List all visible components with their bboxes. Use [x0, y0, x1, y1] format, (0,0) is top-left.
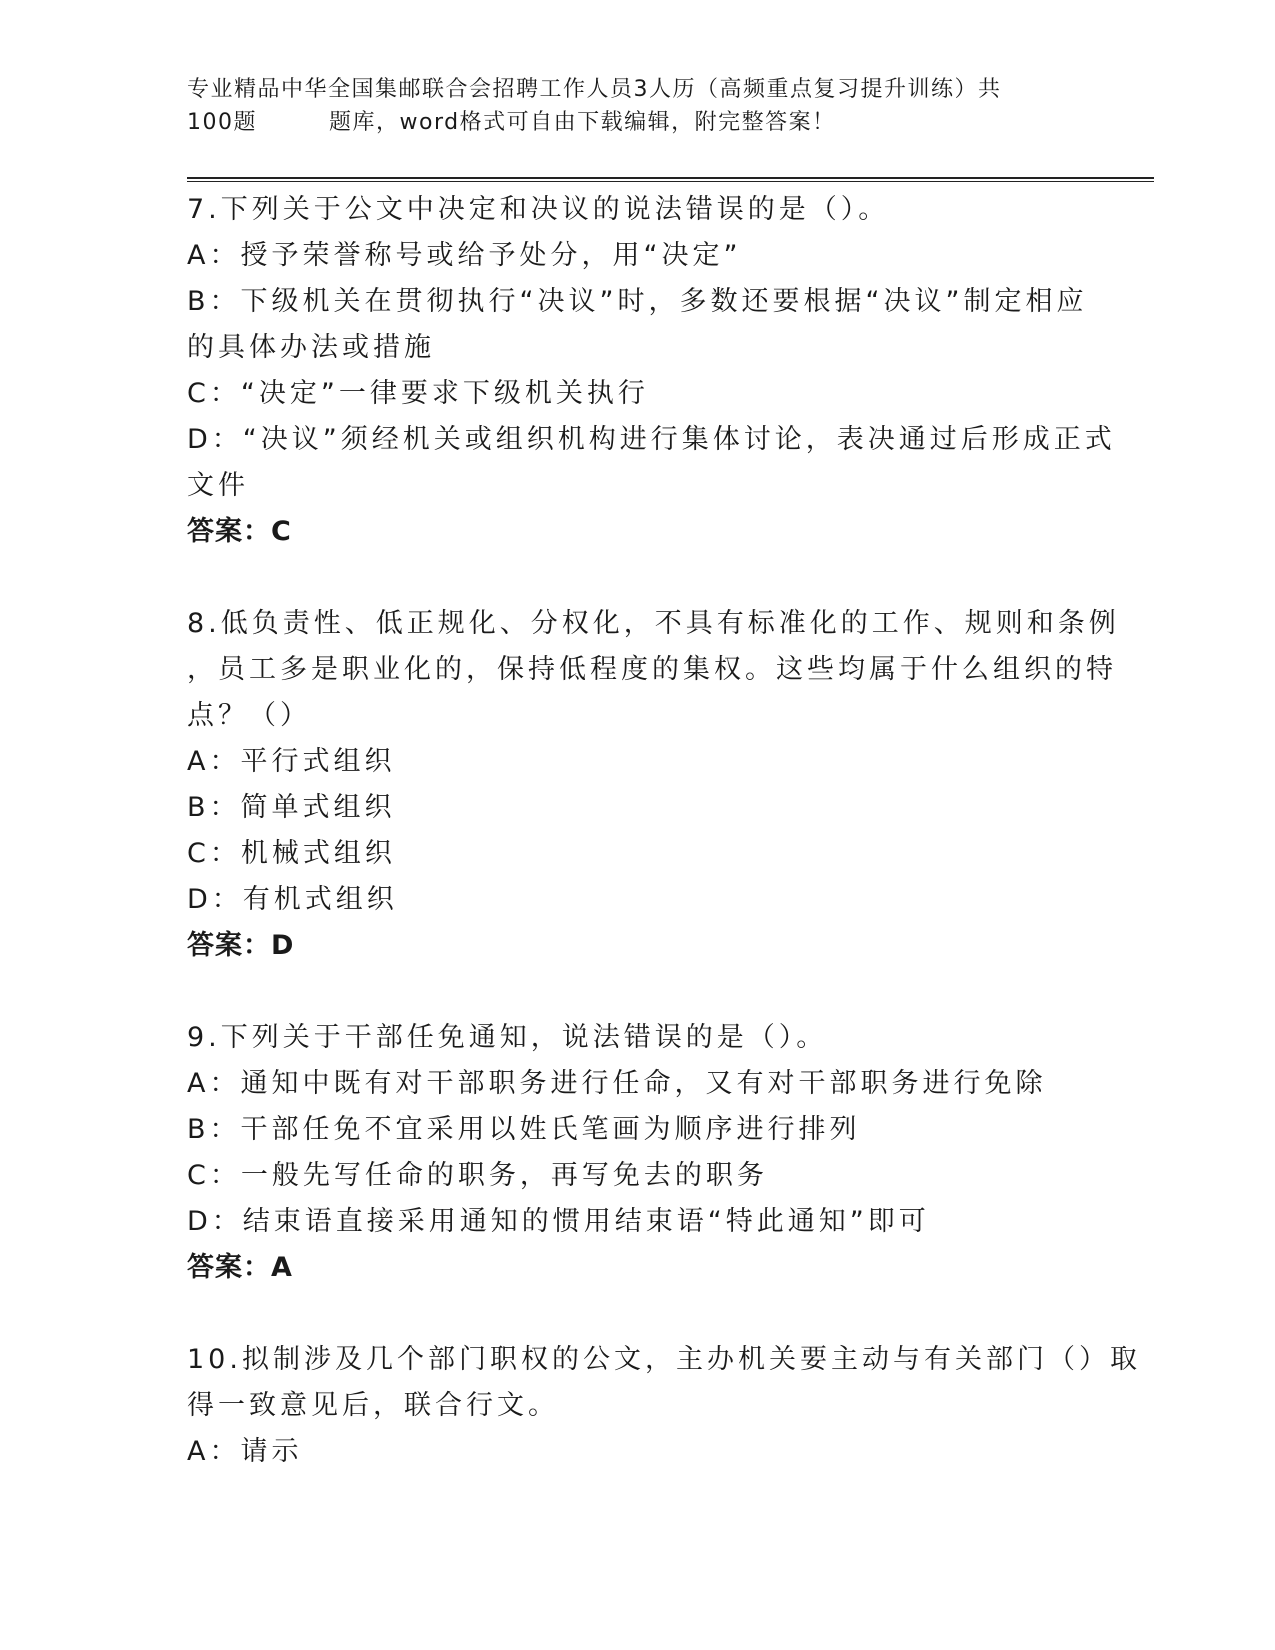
header-divider: [187, 177, 1154, 182]
question-stem-continued: 得一致意见后，联合行文。: [187, 1390, 559, 1421]
question-block: [187, 1015, 1067, 1337]
option-a: A：授予荣誉称号或给予处分，用“决定”: [187, 240, 742, 271]
answer-label: 答案：A: [187, 1252, 293, 1283]
option-a: A：通知中既有对干部职务进行任命，又有对干部职务进行免除: [187, 1068, 1047, 1099]
question-block: [187, 1337, 1141, 1475]
question-list: [187, 187, 1141, 1475]
option-d-continued: 文件: [187, 470, 249, 501]
option-a: A：平行式组织: [187, 746, 396, 777]
header-description: 题库，word格式可自由下载编辑，附完整答案！: [329, 110, 836, 135]
question-block: [187, 601, 1120, 1015]
option-d: D：“决议”须经机关或组织机构进行集体讨论，表决通过后形成正式: [187, 424, 1116, 455]
option-b-continued: 的具体办法或措施: [187, 332, 435, 363]
question-stem: 10.拟制涉及几个部门职权的公文，主办机关要主动与有关部门（）取: [187, 1344, 1141, 1375]
question-stem: 8.低负责性、低正规化、分权化，不具有标准化的工作、规则和条例: [187, 608, 1120, 639]
answer-label: 答案：C: [187, 516, 292, 547]
option-d: D：结束语直接采用通知的惯用结束语“特此通知”即可: [187, 1206, 930, 1237]
option-b: B：简单式组织: [187, 792, 396, 823]
option-c: C：一般先写任命的职务，再写免去的职务: [187, 1160, 768, 1191]
question-stem-continued: 点？（）: [187, 700, 311, 731]
question-separator: [187, 969, 1067, 1015]
option-a: A：请示: [187, 1436, 303, 1467]
option-c: C：机械式组织: [187, 838, 396, 869]
option-d: D：有机式组织: [187, 884, 398, 915]
question-separator: [187, 555, 1067, 601]
answer-label: 答案：D: [187, 930, 295, 961]
document-header: [187, 73, 1067, 139]
header-question-count: 100题: [187, 110, 257, 135]
option-c: C：“决定”一律要求下级机关执行: [187, 378, 649, 409]
option-b: B：干部任免不宜采用以姓氏笔画为顺序进行排列: [187, 1114, 861, 1145]
header-title-line2: [187, 106, 1067, 139]
question-block: [187, 187, 1116, 601]
question-stem: 7.下列关于公文中决定和决议的说法错误的是（）。: [187, 194, 890, 225]
header-title-line1: 专业精品中华全国集邮联合会招聘工作人员3人历（高频重点复习提升训练）共: [187, 77, 1002, 102]
question-stem-continued: ，员工多是职业化的，保持低程度的集权。这些均属于什么组织的特: [187, 654, 1117, 685]
question-stem: 9.下列关于干部任免通知，说法错误的是（）。: [187, 1022, 828, 1053]
option-b: B：下级机关在贯彻执行“决议”时，多数还要根据“决议”制定相应: [187, 286, 1088, 317]
question-separator: [187, 1291, 1067, 1337]
